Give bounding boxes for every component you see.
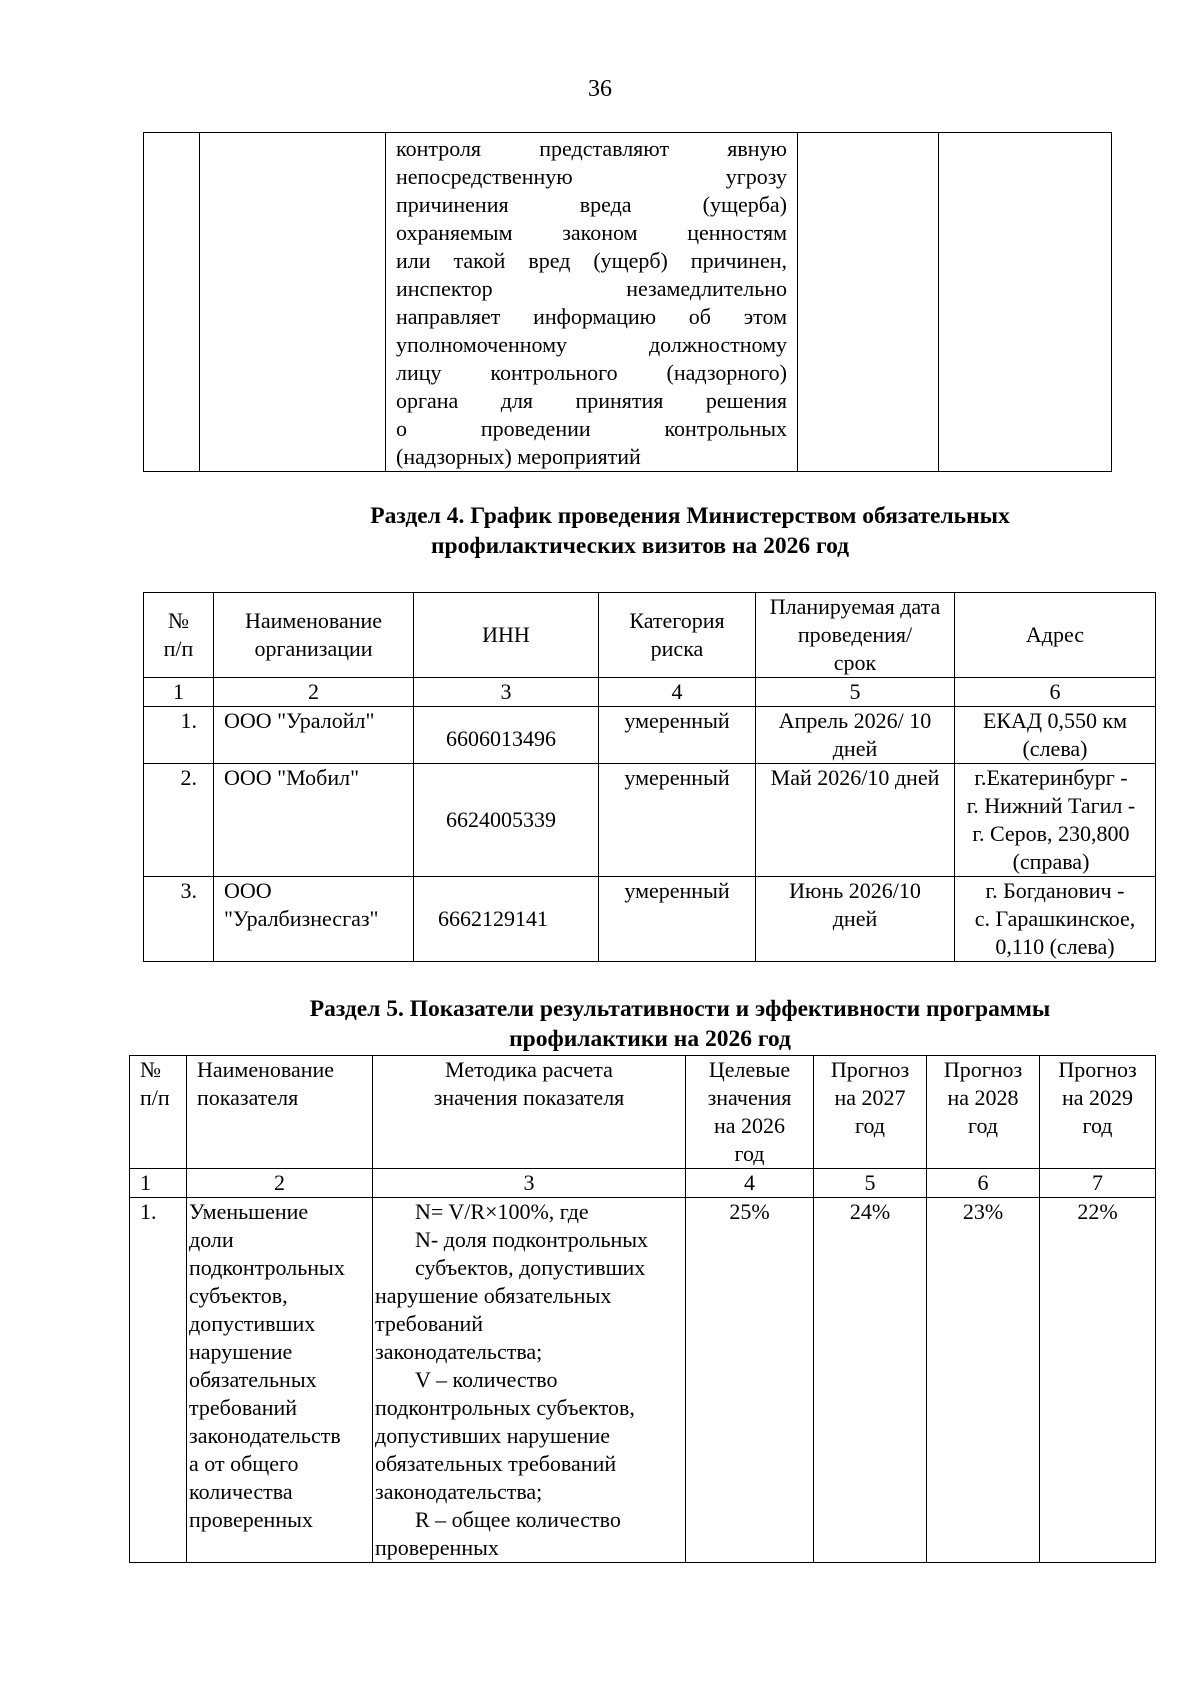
planned-date: Июнь 2026/10 дней: [756, 877, 955, 962]
calculation-method: [375, 1198, 685, 1562]
row-number: 2.: [144, 764, 214, 877]
text-line: проверенных: [375, 1535, 499, 1560]
address: г.Екатеринбург - г. Нижний Тагил - г. Серов, 230,800 (справа): [955, 764, 1156, 877]
section4-title-line2: профилактических визитов на 2026 год: [430, 533, 850, 559]
table-row: [144, 707, 1156, 764]
cell-empty: [200, 133, 386, 472]
header-row: [144, 593, 1156, 678]
text-line: N= V/R×100%, где: [415, 1199, 589, 1224]
text-line: R – общее количество: [415, 1507, 621, 1532]
method-cell: [373, 1198, 686, 1563]
text-line: органа для принятия решения: [396, 388, 787, 413]
text-line: нарушение обязательных: [375, 1283, 612, 1308]
indicator-name-cell: [187, 1198, 373, 1563]
header-number: № п/п: [130, 1056, 187, 1169]
text-line: Уменьшение: [189, 1199, 309, 1224]
header-forecast-2029: Прогноз на 2029 год: [1040, 1056, 1156, 1169]
text-line: а от общего: [189, 1451, 299, 1476]
section4-title-line1: Раздел 4. График проведения Министерством обязательных: [370, 503, 1010, 529]
text-line: нарушение: [189, 1339, 293, 1364]
header-address: [955, 593, 1156, 678]
col-number: 2: [214, 678, 414, 707]
text-line: требований: [189, 1395, 298, 1420]
address: г. Богданович - с. Гарашкинское, 0,110 (слева): [955, 877, 1156, 962]
text-line: (надзорных) мероприятий: [396, 444, 641, 469]
organization-name: ООО "Мобил": [214, 764, 414, 877]
text-line: о проведении контрольных: [396, 416, 787, 441]
forecast-2027: 24%: [814, 1198, 927, 1563]
text-line: инспектор незамедлительно: [396, 276, 787, 301]
header-number: [144, 593, 214, 678]
address: ЕКАД 0,550 км (слева): [955, 707, 1156, 764]
text-line: допустивших: [189, 1311, 316, 1336]
cell-empty: [144, 133, 200, 472]
header-target-2026: Целевые значения на 2026 год: [686, 1056, 814, 1169]
numbering-row: [130, 1169, 1156, 1198]
requirement-text: [396, 135, 787, 471]
col-number: 1: [144, 678, 214, 707]
section5-title-line1: Раздел 5. Показатели результативности и эффективности программы: [309, 996, 1051, 1022]
planned-date: Май 2026/10 дней: [756, 764, 955, 877]
text-line: субъектов,: [189, 1283, 288, 1308]
indicators-table: [129, 1055, 1156, 1563]
header-inn: [414, 593, 599, 678]
requirement-text-cell: [386, 133, 798, 472]
col-number: 6: [955, 678, 1156, 707]
risk-category: умеренный: [599, 877, 756, 962]
header-inn-text: ИНН: [482, 622, 530, 647]
text-line: проверенных: [189, 1507, 313, 1532]
cell-empty: [939, 133, 1112, 472]
text-line: причинения вреда (ущерба): [396, 192, 787, 217]
risk-category: умеренный: [599, 707, 756, 764]
text-line: обязательных требований: [375, 1451, 617, 1476]
text-line: требований: [375, 1311, 484, 1336]
text-line: непосредственную угрозу: [396, 164, 787, 189]
header-organization-text: Наименование организации: [244, 608, 383, 661]
text-line: V – количество: [415, 1367, 558, 1392]
text-line: или такой вред (ущерб) причинен,: [396, 248, 787, 273]
header-indicator-name: Наименование показателя: [187, 1056, 373, 1169]
header-risk: [599, 593, 756, 678]
header-date: [756, 593, 955, 678]
inn-value: 6624005339: [414, 764, 599, 877]
header-method: Методика расчета значения показателя: [373, 1056, 686, 1169]
col-number: 4: [686, 1169, 814, 1198]
section5-title-line2: профилактики на 2026 год: [509, 1026, 791, 1052]
table-row: [144, 877, 1156, 962]
text-line: подконтрольных субъектов,: [375, 1395, 635, 1420]
forecast-2028: 23%: [927, 1198, 1040, 1563]
header-address-text: Адрес: [1025, 622, 1085, 647]
col-number: 2: [187, 1169, 373, 1198]
text-line: контроля представляют явную: [396, 136, 787, 161]
col-number: 3: [414, 678, 599, 707]
text-line: допустивших нарушение: [375, 1423, 610, 1448]
visits-schedule-table: [143, 592, 1156, 962]
header-forecast-2027: Прогноз на 2027 год: [814, 1056, 927, 1169]
organization-name: ООО "Уралойл": [214, 707, 414, 764]
planned-date: Апрель 2026/ 10 дней: [756, 707, 955, 764]
table-row: [130, 1198, 1156, 1563]
organization-name: ООО "Уралбизнесгаз": [214, 877, 414, 962]
col-number: 4: [599, 678, 756, 707]
table-row: [144, 764, 1156, 877]
page-number: 36: [588, 76, 612, 102]
continuation-table: [143, 132, 1112, 472]
text-line: законодательства;: [375, 1479, 543, 1504]
indicator-name: [189, 1198, 372, 1534]
row-number: 3.: [144, 877, 214, 962]
text-line: количества: [189, 1479, 293, 1504]
text-line: субъектов, допустивших: [415, 1255, 646, 1280]
col-number: 6: [927, 1169, 1040, 1198]
numbering-row: [144, 678, 1156, 707]
inn-value: 6662129141: [414, 877, 599, 962]
header-number-text: № п/п: [163, 608, 194, 661]
text-line: доли: [189, 1227, 234, 1252]
text-line: уполномоченному должностному: [396, 332, 787, 357]
header-risk-text: Категория риска: [629, 608, 725, 661]
text-line: обязательных: [189, 1367, 317, 1392]
text-line: законодательств: [189, 1423, 341, 1448]
text-line: охраняемым законом ценностям: [396, 220, 787, 245]
col-number: 5: [756, 678, 955, 707]
target-2026: 25%: [686, 1198, 814, 1563]
text-line: законодательства;: [375, 1339, 543, 1364]
row-number: 1.: [130, 1198, 187, 1563]
col-number: 7: [1040, 1169, 1156, 1198]
text-line: подконтрольных: [189, 1255, 345, 1280]
cell-empty: [798, 133, 939, 472]
col-number: 5: [814, 1169, 927, 1198]
risk-category: умеренный: [599, 764, 756, 877]
row-number: 1.: [144, 707, 214, 764]
col-number: 3: [373, 1169, 686, 1198]
text-line: N- доля подконтрольных: [415, 1227, 649, 1252]
header-organization: [214, 593, 414, 678]
header-row: [130, 1056, 1156, 1169]
forecast-2029: 22%: [1040, 1198, 1156, 1563]
col-number: 1: [130, 1169, 187, 1198]
text-line: направляет информацию об этом: [396, 304, 787, 329]
text-line: лицу контрольного (надзорного): [396, 360, 787, 385]
header-date-text: Планируемая дата проведения/ срок: [769, 594, 941, 675]
inn-value: 6606013496: [414, 707, 599, 764]
header-forecast-2028: Прогноз на 2028 год: [927, 1056, 1040, 1169]
